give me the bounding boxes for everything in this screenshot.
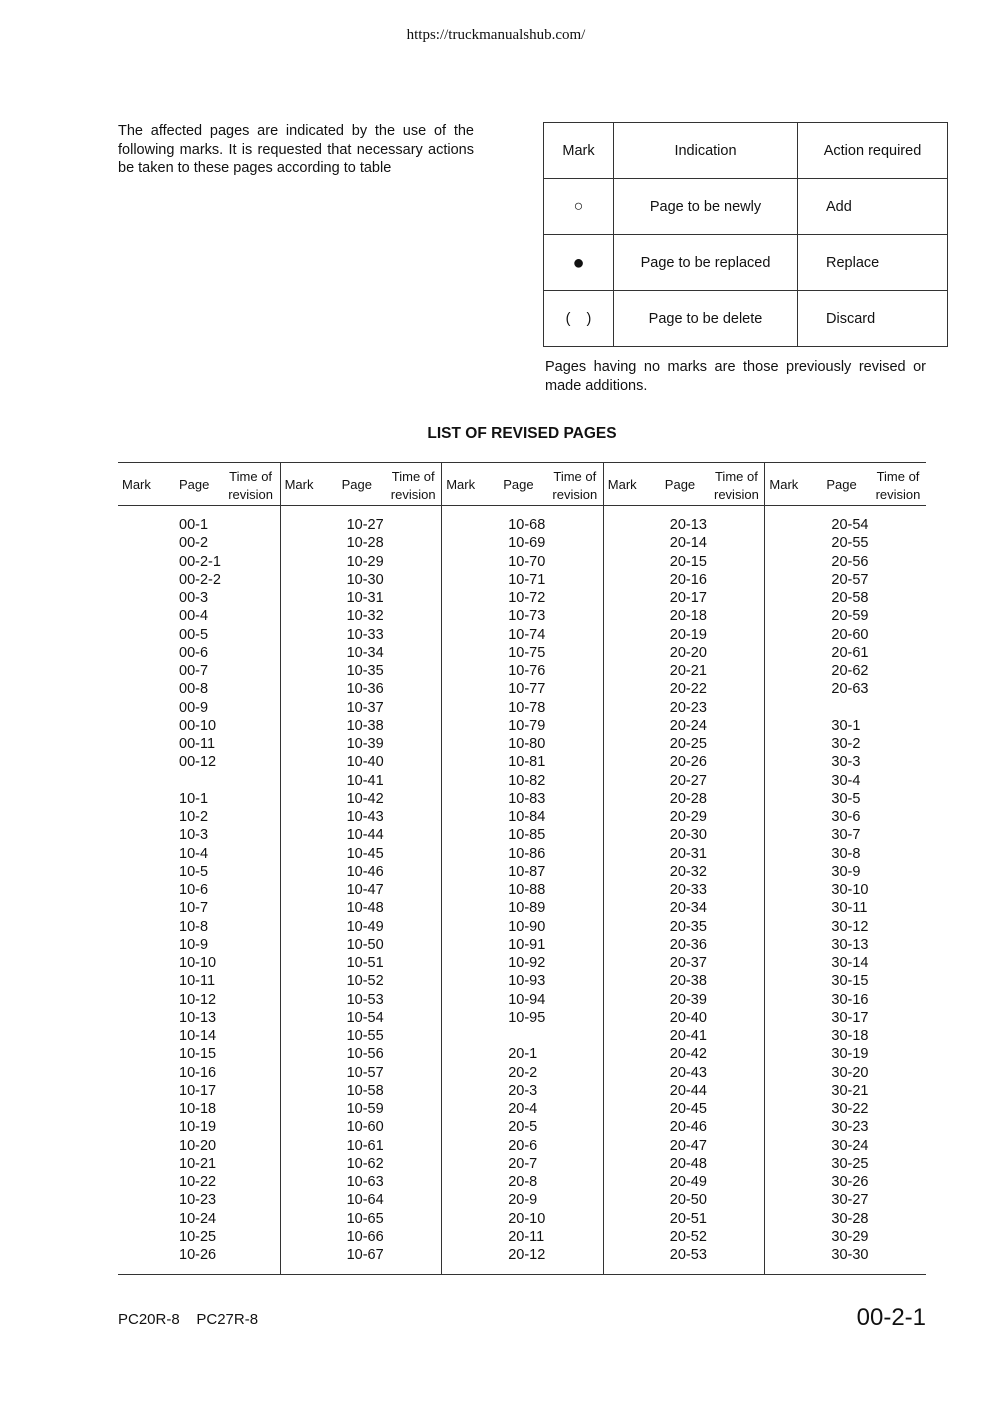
page-entry: 20-20 xyxy=(669,644,707,661)
action-add: Add xyxy=(826,198,852,215)
page-entry: 20-43 xyxy=(669,1064,707,1081)
no-marks-note: Pages having no marks are those previously revised or made additions. xyxy=(545,359,926,394)
model-label: PC20R-8 PC27R-8 xyxy=(118,1311,259,1328)
page-entry: 30-17 xyxy=(831,1009,869,1026)
page-entry: 10-54 xyxy=(346,1009,384,1026)
page-entry: 10-57 xyxy=(346,1064,384,1081)
page-entry: 10-79 xyxy=(508,717,546,734)
page-entry: 10-59 xyxy=(346,1101,384,1117)
revision-label: revision xyxy=(714,487,759,502)
column-header-time-of-revision xyxy=(876,468,921,504)
page-entry: 10-75 xyxy=(508,644,546,661)
page-entry: 20-2 xyxy=(508,1064,538,1081)
action-discard: Discard xyxy=(826,310,876,327)
marks-table-row-replace xyxy=(544,235,948,291)
page-entry: 00-11 xyxy=(179,736,216,752)
page-entry xyxy=(831,699,868,717)
page-entry: 10-41 xyxy=(346,772,384,789)
page-entry: 30-7 xyxy=(831,827,861,844)
page-entry: 20-24 xyxy=(669,717,707,734)
page-entry: 10-64 xyxy=(346,1192,384,1209)
page-entry: 20-6 xyxy=(508,1137,538,1154)
page-entry: 10-53 xyxy=(346,991,384,1008)
page-entry: 10-28 xyxy=(346,535,384,552)
page-entry: 10-42 xyxy=(346,790,384,807)
page-entry: 10-21 xyxy=(179,1155,217,1172)
page-entry: 10-82 xyxy=(508,772,546,789)
page-entry: 10-81 xyxy=(508,754,546,771)
page-entry: 10-27 xyxy=(346,517,384,533)
page-entry: 20-19 xyxy=(669,626,707,643)
page-entry: 10-83 xyxy=(508,790,546,807)
page-entry: 10-87 xyxy=(508,863,546,880)
page-entry: 20-31 xyxy=(669,845,707,862)
revision-label: revision xyxy=(390,487,436,502)
page-entry: 10-40 xyxy=(346,754,384,771)
page-entry: 30-23 xyxy=(831,1119,869,1136)
page-entry: 20-30 xyxy=(669,827,707,844)
page-entry: 20-44 xyxy=(669,1082,707,1099)
page-entry: 00-2-1 xyxy=(179,553,221,570)
marks-table-header-row xyxy=(544,123,948,179)
page-entry: 30-12 xyxy=(831,918,869,935)
page-entry: 10-14 xyxy=(179,1028,217,1044)
page-entry: 20-42 xyxy=(669,1046,707,1063)
page-entry: 00-5 xyxy=(179,626,209,643)
page-entry: 10-73 xyxy=(508,608,546,625)
revision-label: revision xyxy=(228,487,273,502)
page-entry: 10-19 xyxy=(179,1119,217,1136)
page-entry: 30-9 xyxy=(831,863,861,880)
column-header-mark: Mark xyxy=(607,477,637,492)
page-entry: 20-18 xyxy=(669,608,707,625)
page-entry: 00-7 xyxy=(179,663,209,679)
page-entry: 20-55 xyxy=(831,535,869,552)
page-entry: 20-23 xyxy=(669,699,707,716)
page-entry: 10-34 xyxy=(346,644,384,661)
indication-delete: Page to be delete xyxy=(614,291,798,347)
page-entry: 00-6 xyxy=(179,644,209,661)
column-header-time-of-revision xyxy=(552,468,597,504)
marks-table-row-discard xyxy=(544,291,948,347)
page-entry: 20-46 xyxy=(669,1119,707,1136)
page-entry: 10-92 xyxy=(508,955,546,971)
page-entry: 20-15 xyxy=(669,553,707,570)
header-indication: Indication xyxy=(614,123,798,179)
page-entry: 30-8 xyxy=(831,845,861,862)
list-title: LIST OF REVISED PAGES xyxy=(427,425,617,442)
page-entry: 10-69 xyxy=(508,535,546,552)
column-header-page: Page xyxy=(664,477,696,492)
page-entry: 10-77 xyxy=(508,681,546,698)
page-entry: 10-88 xyxy=(508,882,546,898)
page-entry: 10-39 xyxy=(346,736,384,752)
page-entry: 00-10 xyxy=(179,717,217,734)
page-entry: 10-45 xyxy=(346,845,384,862)
page-entry: 20-26 xyxy=(669,754,707,771)
page-entry: 30-24 xyxy=(831,1137,869,1154)
page-entry: 20-45 xyxy=(669,1101,707,1117)
page-entry: 10-55 xyxy=(346,1028,384,1044)
page-entry: 30-22 xyxy=(831,1101,869,1117)
page-entry: 10-95 xyxy=(508,1009,546,1026)
page-entry: 10-8 xyxy=(179,918,209,935)
page-entry: 30-30 xyxy=(831,1247,869,1263)
revised-column-5 xyxy=(764,463,926,1274)
page-entry: 30-21 xyxy=(831,1082,869,1099)
page-entry: 10-91 xyxy=(508,936,546,953)
page-entry: 30-6 xyxy=(831,809,861,825)
page-entry: 00-1 xyxy=(179,517,209,533)
page-entry: 10-94 xyxy=(508,991,546,1008)
page-entry: 10-33 xyxy=(346,626,384,643)
page-entry: 10-85 xyxy=(508,827,546,844)
header-action-required: Action required xyxy=(798,123,948,179)
page-entry: 10-36 xyxy=(346,681,384,698)
page-entry: 30-15 xyxy=(831,973,869,990)
time-of-label: Time of xyxy=(714,469,758,484)
page-entry: 30-27 xyxy=(831,1192,869,1209)
indication-newly: Page to be newly xyxy=(614,179,798,235)
page-entry: 10-49 xyxy=(346,918,384,935)
page-entry: 30-14 xyxy=(831,955,869,971)
page-entry: 20-8 xyxy=(508,1174,538,1190)
page-entry: 10-1 xyxy=(179,790,209,807)
revised-column-2 xyxy=(280,463,442,1274)
page-number: 00-2-1 xyxy=(856,1304,926,1331)
page-entry: 10-13 xyxy=(179,1009,217,1026)
time-of-label: Time of xyxy=(553,469,597,484)
page-entry: 10-76 xyxy=(508,663,546,679)
page-entry: 10-51 xyxy=(346,955,384,971)
page-entry: 20-33 xyxy=(669,882,707,898)
page-entry: 20-62 xyxy=(831,663,869,679)
revised-column-1 xyxy=(118,463,279,1274)
page-entry: 10-52 xyxy=(346,973,384,990)
page-entry: 20-3 xyxy=(508,1082,538,1099)
page-entry: 10-38 xyxy=(346,717,384,734)
page-entry: 10-11 xyxy=(179,973,216,990)
revised-column-4 xyxy=(603,463,765,1274)
page-entry: 20-13 xyxy=(669,517,707,533)
page-entry: 20-57 xyxy=(831,571,869,588)
page-entry: 10-50 xyxy=(346,936,384,953)
page-list xyxy=(508,516,545,1264)
page-entry: 10-17 xyxy=(179,1082,217,1099)
column-header-page: Page xyxy=(503,477,534,492)
action-replace: Replace xyxy=(826,254,880,271)
page-entry: 10-23 xyxy=(179,1192,217,1209)
page-entry: 20-60 xyxy=(831,626,869,643)
page-entry: 10-2 xyxy=(179,809,209,825)
page-entry: 20-58 xyxy=(831,590,869,606)
page-entry: 10-58 xyxy=(346,1082,384,1099)
page-entry: 10-84 xyxy=(508,809,546,825)
column-header-time-of-revision xyxy=(228,468,273,504)
page-entry: 30-20 xyxy=(831,1064,869,1081)
page-entry: 10-74 xyxy=(508,626,546,643)
marks-table-row-add xyxy=(544,179,948,235)
revision-label: revision xyxy=(552,487,598,502)
page-entry: 30-2 xyxy=(831,736,861,752)
page-list xyxy=(670,516,707,1264)
page-entry: 20-14 xyxy=(669,535,707,552)
page-entry: 10-63 xyxy=(346,1174,384,1190)
page-entry: 10-71 xyxy=(508,571,546,588)
column-header-page: Page xyxy=(341,477,372,492)
page-entry: 20-25 xyxy=(669,736,707,752)
page-entry: 10-22 xyxy=(179,1174,217,1190)
page-entry: 00-2 xyxy=(179,535,209,552)
page-entry: 10-12 xyxy=(179,991,217,1008)
page-entry: 20-35 xyxy=(669,918,707,935)
page-entry: 20-54 xyxy=(831,517,869,533)
page-entry: 20-51 xyxy=(669,1210,707,1227)
time-of-label: Time of xyxy=(876,469,920,484)
page-entry: 20-50 xyxy=(669,1192,707,1209)
page-entry: 20-29 xyxy=(669,809,707,825)
revised-column-3 xyxy=(441,463,603,1274)
page-entry: 30-3 xyxy=(831,754,861,771)
page-entry: 20-5 xyxy=(508,1119,538,1136)
page-entry: 20-47 xyxy=(669,1137,707,1154)
page-entry: 10-7 xyxy=(179,900,209,917)
page-entry: 10-56 xyxy=(346,1046,384,1063)
page-entry: 10-4 xyxy=(179,845,209,862)
page-entry: 10-62 xyxy=(346,1155,384,1172)
page-entry: 20-40 xyxy=(669,1009,707,1026)
page-entry: 10-6 xyxy=(179,882,209,898)
time-of-label: Time of xyxy=(391,469,435,484)
page-entry: 20-56 xyxy=(831,553,869,570)
column-header-time-of-revision xyxy=(714,468,759,504)
page-entry: 10-25 xyxy=(179,1228,217,1245)
open-circle-mark: ○ xyxy=(573,197,584,215)
page-entry: 10-31 xyxy=(346,590,384,606)
page-list xyxy=(179,516,221,1264)
page-entry: 10-26 xyxy=(179,1247,217,1263)
page-entry: 30-18 xyxy=(831,1028,869,1044)
page-list xyxy=(831,516,868,1264)
page-entry: 10-3 xyxy=(179,827,209,844)
column-header-page: Page xyxy=(826,477,857,492)
time-of-label: Time of xyxy=(229,469,273,484)
page-entry: 20-37 xyxy=(669,955,707,971)
page-entry: 30-25 xyxy=(831,1155,869,1172)
page-entry: 20-7 xyxy=(508,1155,538,1172)
page-entry: 10-5 xyxy=(179,863,209,880)
revised-pages-table xyxy=(118,462,926,1275)
page-entry: 10-48 xyxy=(346,900,384,917)
column-header-mark: Mark xyxy=(446,477,476,492)
page-entry: 00-4 xyxy=(179,608,209,625)
column-header-time-of-revision xyxy=(391,468,436,504)
page-entry: 00-8 xyxy=(179,681,209,698)
page-entry: 00-3 xyxy=(179,590,209,606)
page-entry: 30-29 xyxy=(831,1228,869,1245)
page-entry: 20-16 xyxy=(669,571,707,588)
page-entry: 20-27 xyxy=(669,772,707,789)
page-entry: 10-65 xyxy=(346,1210,384,1227)
page-entry: 20-21 xyxy=(669,663,707,679)
page-entry: 20-34 xyxy=(669,900,707,917)
page-entry: 10-15 xyxy=(179,1046,217,1063)
page-entry: 10-9 xyxy=(179,936,209,953)
page-entry: 20-12 xyxy=(508,1247,546,1263)
header-mark: Mark xyxy=(544,123,614,179)
page-entry: 10-43 xyxy=(346,809,384,825)
page-entry: 20-53 xyxy=(669,1247,707,1263)
page-entry: 30-13 xyxy=(831,936,869,953)
column-header-page: Page xyxy=(179,477,210,492)
marks-legend-table xyxy=(543,122,948,347)
page-entry: 10-24 xyxy=(179,1210,217,1227)
page-entry: 00-9 xyxy=(179,699,209,716)
page-entry: 10-46 xyxy=(346,863,384,880)
page-entry: 30-10 xyxy=(831,882,869,898)
source-url[interactable]: https://truckmanualshub.com/ xyxy=(406,27,586,43)
page-entry: 10-67 xyxy=(346,1247,384,1263)
page-entry: 20-59 xyxy=(831,608,869,625)
page-entry: 00-12 xyxy=(179,754,217,771)
page-entry: 20-41 xyxy=(669,1028,707,1044)
page-entry: 30-26 xyxy=(831,1174,869,1190)
page-entry: 30-28 xyxy=(831,1210,869,1227)
page-entry: 20-63 xyxy=(831,681,869,698)
page-entry: 20-17 xyxy=(669,590,707,606)
page-entry: 10-37 xyxy=(346,699,384,716)
page-entry: 20-10 xyxy=(508,1210,546,1227)
page-entry: 10-90 xyxy=(508,918,546,935)
page-entry: 20-1 xyxy=(508,1046,538,1063)
page-entry: 20-49 xyxy=(669,1174,707,1190)
page-entry: 10-20 xyxy=(179,1137,217,1154)
page-entry: 20-36 xyxy=(669,936,707,953)
filled-circle-mark: ● xyxy=(572,251,585,274)
page-entry: 20-52 xyxy=(669,1228,707,1245)
page-entry: 20-9 xyxy=(508,1192,538,1209)
page-entry: 20-22 xyxy=(669,681,707,698)
indication-replaced: Page to be replaced xyxy=(614,235,798,291)
page-entry: 30-19 xyxy=(831,1046,869,1063)
page-entry: 10-47 xyxy=(346,882,384,898)
page-entry: 30-4 xyxy=(831,772,861,789)
page-entry: 20-32 xyxy=(669,863,707,880)
page-entry: 10-10 xyxy=(179,955,217,971)
page-entry: 20-48 xyxy=(669,1155,707,1172)
page-entry: 20-28 xyxy=(669,790,707,807)
page-entry: 20-11 xyxy=(508,1228,545,1245)
page-entry: 10-72 xyxy=(508,590,546,606)
page-entry: 10-86 xyxy=(508,845,546,862)
page-entry: 10-89 xyxy=(508,900,546,917)
page-entry: 20-4 xyxy=(508,1101,538,1117)
page-entry: 10-68 xyxy=(508,517,546,533)
page-entry: 10-32 xyxy=(346,608,384,625)
page-entry: 10-44 xyxy=(346,827,384,844)
page-entry: 30-11 xyxy=(831,900,868,917)
page-entry: 20-38 xyxy=(669,973,707,990)
page-entry: 10-70 xyxy=(508,553,546,570)
page-entry: 10-61 xyxy=(346,1137,384,1154)
column-header-mark: Mark xyxy=(769,477,799,492)
column-header-mark: Mark xyxy=(284,477,314,492)
page-entry: 10-35 xyxy=(346,663,384,679)
page-entry: 10-18 xyxy=(179,1101,217,1117)
page-entry: 10-66 xyxy=(346,1228,384,1245)
intro-text: The affected pages are indicated by the use of the following marks. It is requested that necessary actions be taken to these pages according to table xyxy=(118,123,474,176)
parentheses-mark: ( ) xyxy=(565,310,592,327)
page-entry: 20-61 xyxy=(831,644,869,661)
page-entry: 30-1 xyxy=(831,717,861,734)
column-header-mark: Mark xyxy=(122,477,151,492)
page-entry: 20-39 xyxy=(669,991,707,1008)
page-entry: 10-60 xyxy=(346,1119,384,1136)
page-entry: 10-16 xyxy=(179,1064,217,1081)
page-entry: 10-29 xyxy=(346,553,384,570)
page-entry xyxy=(508,1027,545,1045)
page-entry: 30-5 xyxy=(831,790,861,807)
page-entry: 10-93 xyxy=(508,973,546,990)
page-entry: 30-16 xyxy=(831,991,869,1008)
page-list xyxy=(347,516,384,1264)
page-entry xyxy=(179,772,221,790)
page-entry: 10-30 xyxy=(346,571,384,588)
revision-label: revision xyxy=(875,487,921,502)
page-entry: 00-2-2 xyxy=(179,571,221,588)
page-entry: 10-80 xyxy=(508,736,546,752)
page-entry: 10-78 xyxy=(508,699,546,716)
